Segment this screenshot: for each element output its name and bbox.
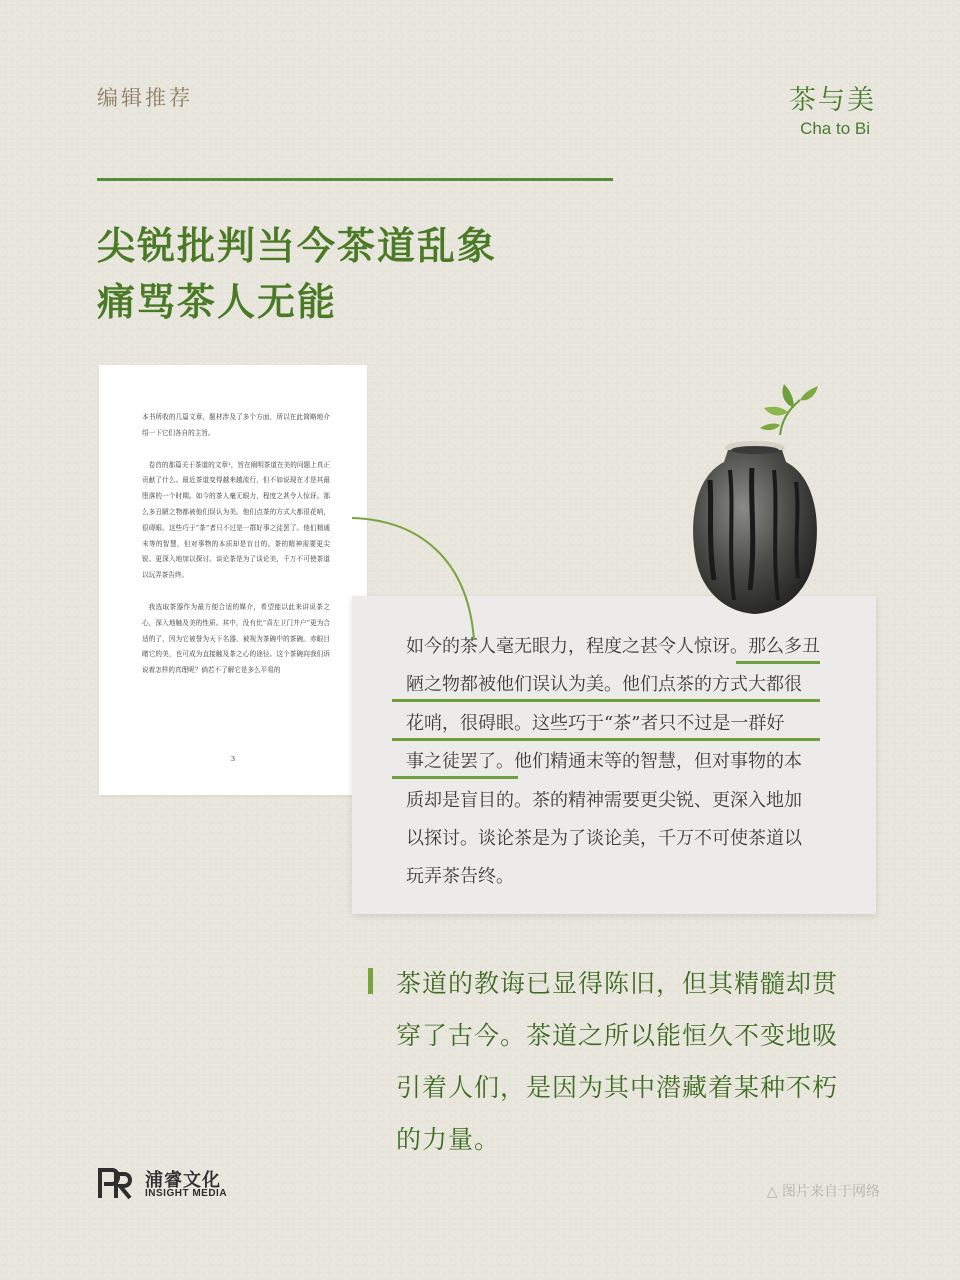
quote-card [352, 596, 876, 914]
book-paragraph: 我选取茶器作为最方便合适的媒介，希望能以此来讲说茶之心，深入地触及美的性质。其中，没有比“喜左卫门井户”更为合适的了，因为它被誉为天下名器，被视为茶碗中的茶碗。赤眼目睹它的美，也可成为直接触及茶之心的途径。这个茶碗向我们诉说着怎样的真理呢？倘若不了解它是多么平易的 [142, 602, 330, 675]
quote-line: 如今的茶人毫无眼力，程度之甚令人惊讶。那么多丑 [406, 628, 826, 666]
header-divider [97, 178, 613, 181]
quote-line: 玩弄茶告终。 [406, 866, 514, 888]
headline [97, 218, 497, 330]
tea-jar-image [690, 440, 820, 620]
publisher-name-en: INSIGHT MEDIA [145, 1188, 228, 1199]
series-subtitle: Cha to Bi [800, 119, 870, 138]
series-title: 茶与美 [789, 85, 876, 116]
body-line: 茶道的教诲已显得陈旧，但其精髓却贯 [396, 969, 839, 998]
highlight-underline [392, 776, 518, 779]
publisher-name-cn: 浦睿文化 [145, 1170, 221, 1191]
quote-marker [368, 968, 373, 994]
headline-line-1: 尖锐批判当今茶道乱象 [97, 224, 498, 268]
quote-line: 陋之物都被他们误认为美。他们点茶的方式大都很 [406, 666, 826, 704]
category-label: 编辑推荐 [97, 86, 193, 110]
highlight-underline [736, 661, 820, 664]
book-page-image [99, 365, 367, 795]
page-number: 3 [230, 755, 236, 763]
highlight-underline [392, 738, 820, 741]
headline-line-2: 痛骂茶人无能 [97, 280, 338, 324]
quote-text [406, 628, 826, 897]
highlight-underline [392, 699, 820, 702]
quote-line: 以探讨。谈论茶是为了谈论美，千万不可使茶道以 [406, 827, 802, 849]
body-paragraph [396, 958, 886, 1166]
body-line: 的力量。 [396, 1125, 501, 1154]
body-line: 引着人们，是因为其中潜藏着某种不朽 [396, 1073, 839, 1102]
book-page-text [142, 410, 330, 695]
sprout-icon [750, 380, 820, 440]
image-credit: △ 图片来自于网络 [766, 1184, 880, 1200]
publisher-logo-icon [96, 1164, 134, 1202]
book-paragraph: 本书所收的几篇文章，题材涉及了多个方面，所以在此简略地介绍一下它们各自的主旨。 [142, 413, 330, 437]
quote-line: 花哨，很碍眼。这些巧于“茶”者只不过是一群好 [406, 705, 826, 743]
body-line: 穿了古今。茶道之所以能恒久不变地吸 [396, 1021, 839, 1050]
quote-line: 事之徒罢了。他们精通末等的智慧，但对事物的本 [406, 743, 826, 781]
book-paragraph: 卷首的那篇关于茶道的文章¹，旨在阐明茶道在美的问题上真正贡献了什么。最近茶道变得越来越流行，但不如说现在才是其最堕落的一个时期。如今的茶人毫无眼力，程度之甚令人惊讶。那么多丑陋之物都被他们误认为美。他们点茶的方式大都很花哨，很碍眼。这些巧于“茶”者只不过是一群好事之徒罢了。他们精通末等的智慧，但对事物的本质却是盲目的。茶的精神需要更尖锐、更深入地加以探讨。谈论茶是为了谈论美，千万不可使茶道以玩弄茶告终。 [142, 460, 330, 580]
quote-line: 质却是盲目的。茶的精神需要更尖锐、更深入地加 [406, 789, 802, 811]
